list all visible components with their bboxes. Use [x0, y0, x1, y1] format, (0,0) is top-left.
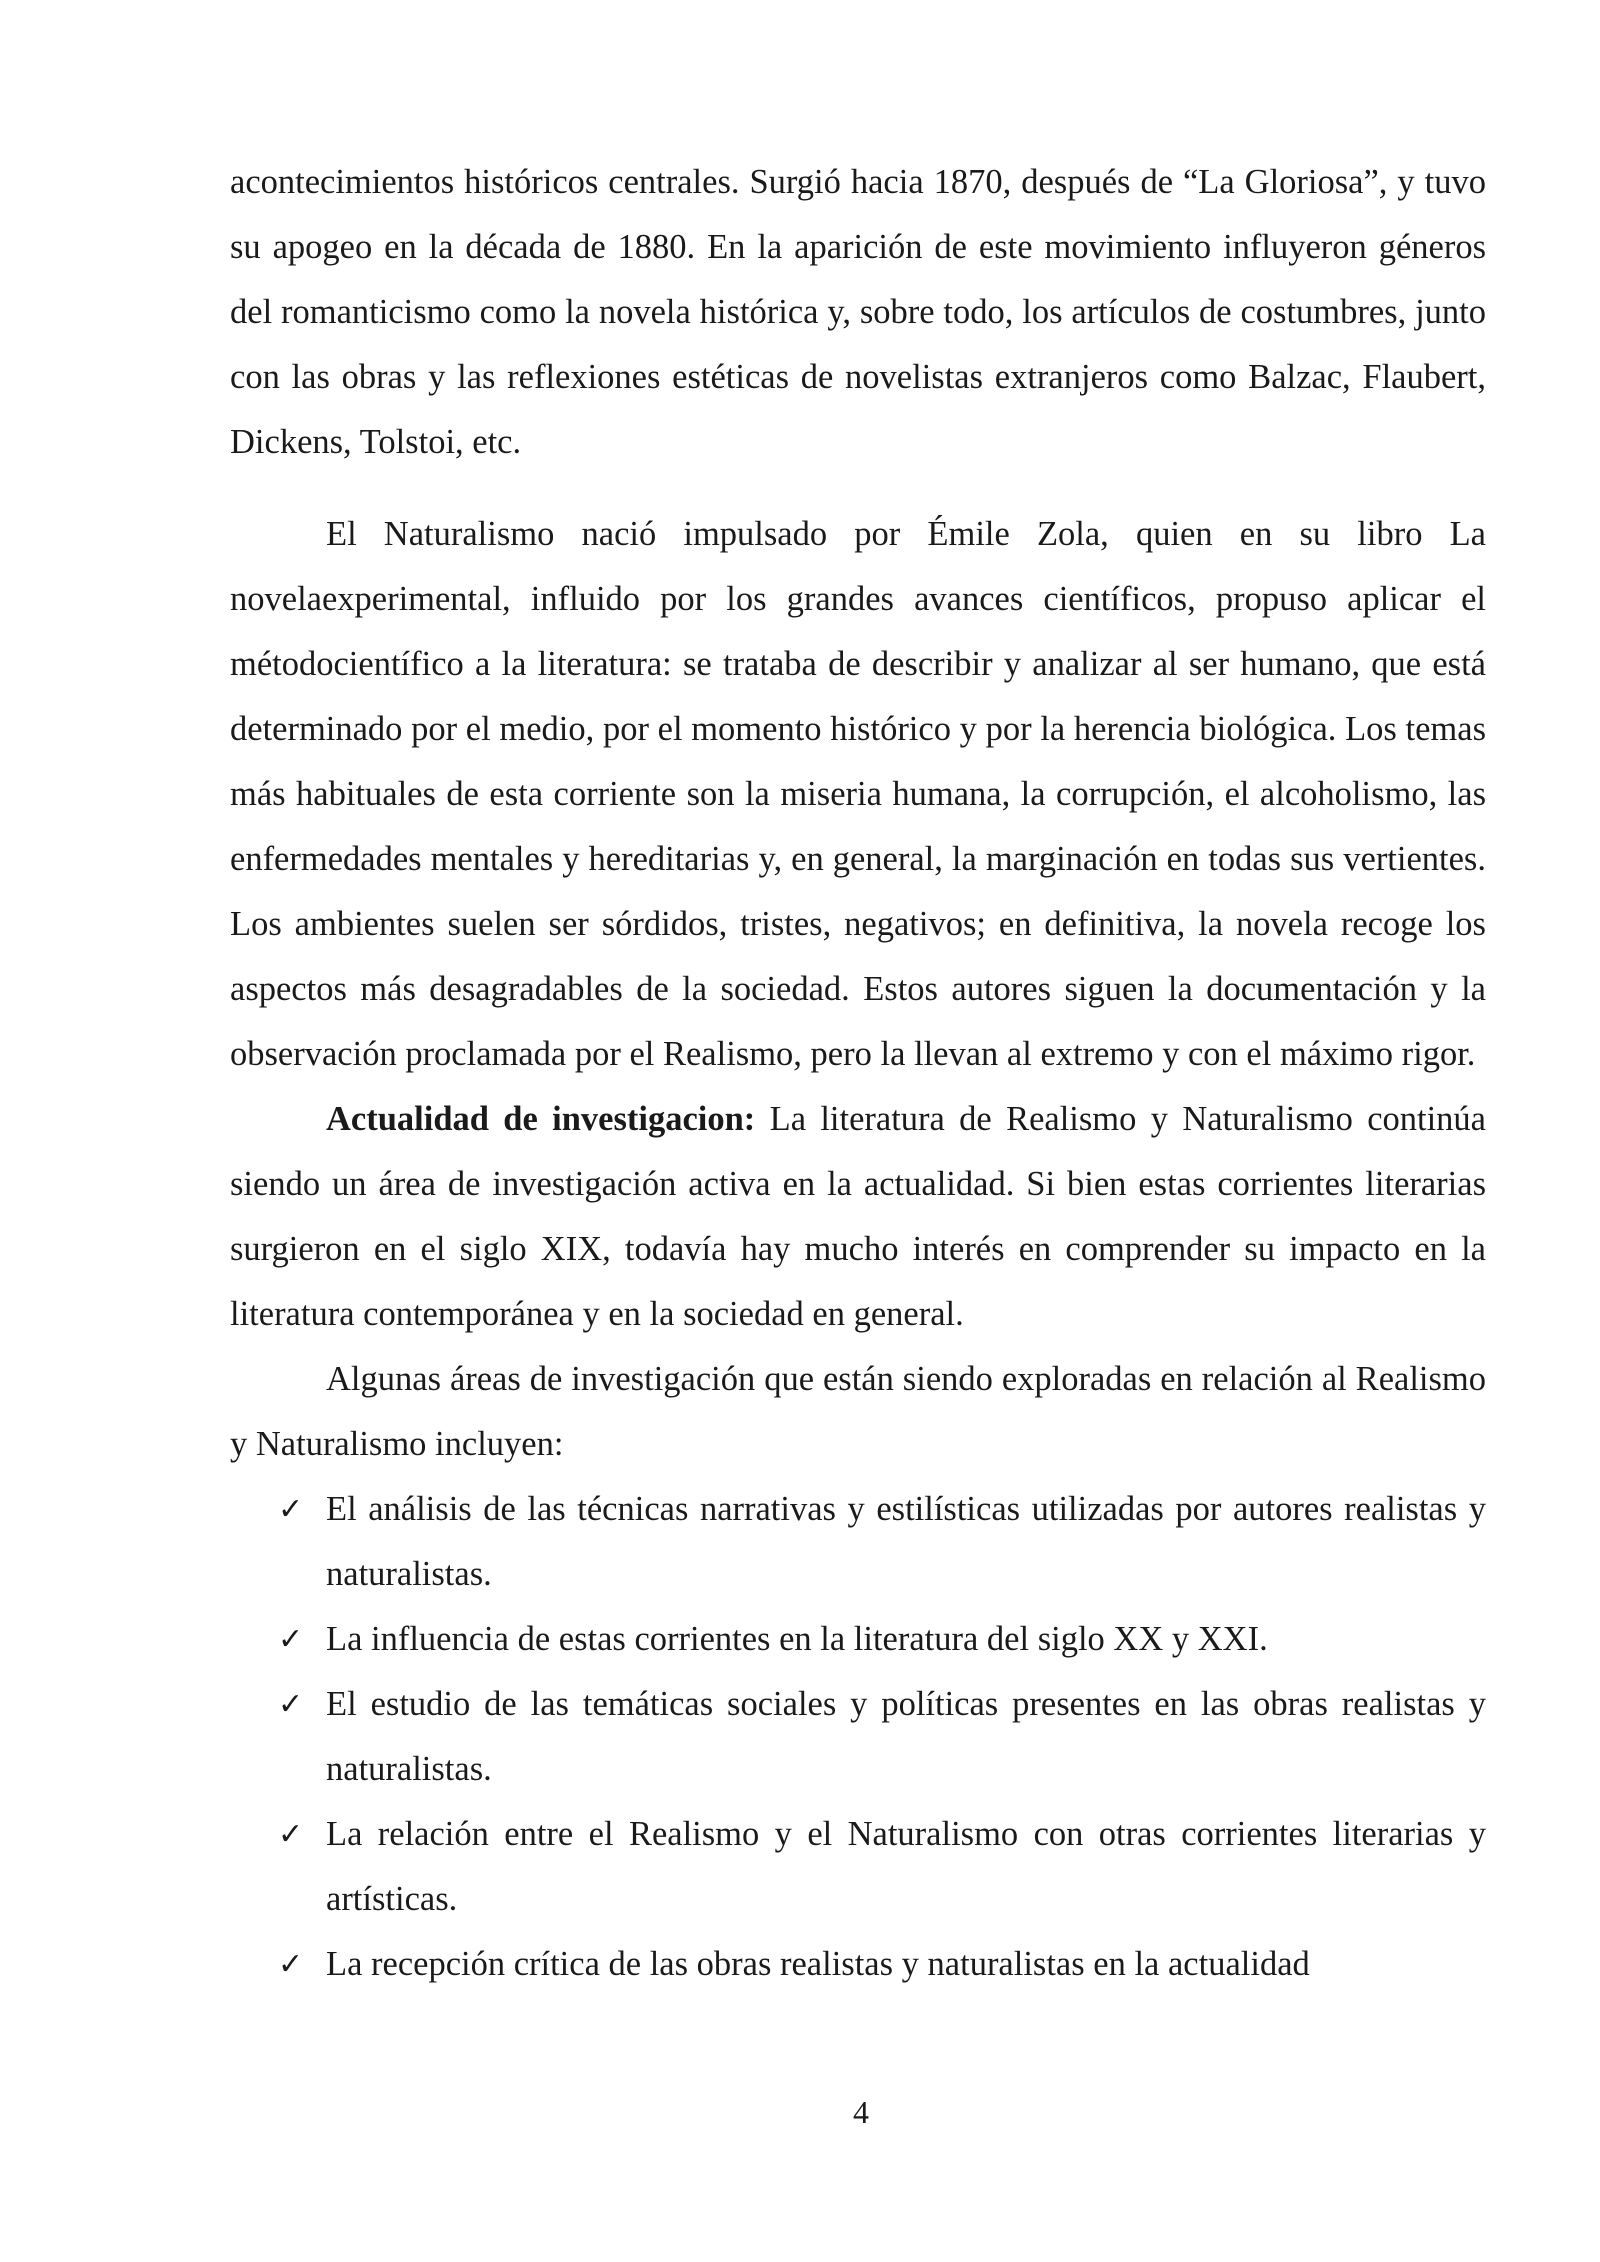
paragraph-actualidad-body: La literatura de Realismo y Naturalismo continúa siendo un área de investigación activa en la actualidad. Si bien estas corrientes literarias surgieron en el siglo XIX, todavía hay mucho interés en comprender su impacto en la literatura contemporánea y en la sociedad en general.	[230, 1100, 1486, 1333]
document-page	[230, 150, 1486, 1997]
list-item-text: La recepción crítica de las obras realistas y naturalistas en la actualidad	[326, 1945, 1310, 1983]
checkmark-icon: ✓	[278, 1687, 304, 1722]
list-item	[230, 1477, 1486, 1607]
list-item	[230, 1607, 1486, 1672]
page-number: 4	[853, 2094, 869, 2130]
checkmark-icon: ✓	[278, 1492, 304, 1527]
list-item-text: La influencia de estas corrientes en la literatura del siglo XX y XXI.	[326, 1620, 1268, 1658]
checkmark-icon: ✓	[278, 1622, 304, 1657]
list-item	[230, 1932, 1486, 1997]
paragraph-naturalismo: El Naturalismo nació impulsado por Émile Zola, quien en su libro La novelaexperimental, influido por los grandes avances científicos, propuso aplicar el métodocientífico a la literatura: se trataba de describir y analizar al ser humano, que está determinado por el medio, por el momento histórico y por la herencia biológica. Los temas más habituales de esta corriente son la miseria humana, la corrupción, el alcoholismo, las enfermedades mentales y hereditarias y, en general, la marginación en todas sus vertientes. Los ambientes suelen ser sórdidos, tristes, negativos; en definitiva, la novela recoge los aspectos más desagradables de la sociedad. Estos autores siguen la documentación y la observación proclamada por el Realismo, pero la llevan al extremo y con el máximo rigor.	[230, 515, 1486, 1073]
checkmark-icon: ✓	[278, 1817, 304, 1852]
checkmark-icon: ✓	[278, 1947, 304, 1982]
research-areas-list	[230, 1477, 1486, 1997]
list-item-text: La relación entre el Realismo y el Naturalismo con otras corrientes literarias y artísticas.	[326, 1815, 1486, 1918]
section-heading-actualidad: Actualidad de investigacion:	[326, 1100, 756, 1138]
paragraph-actualidad	[230, 1087, 1486, 1347]
paragraph-realismo-context: acontecimientos históricos centrales. Surgió hacia 1870, después de “La Gloriosa”, y tuvo su apogeo en la década de 1880. En la aparición de este movimiento influyeron géneros del romanticismo como la novela histórica y, sobre todo, los artículos de costumbres, junto con las obras y las reflexiones estéticas de novelistas extranjeros como Balzac, Flaubert, Dickens, Tolstoi, etc.	[230, 163, 1486, 461]
list-item-text: El análisis de las técnicas narrativas y estilísticas utilizadas por autores realistas y naturalistas.	[326, 1490, 1486, 1593]
list-item	[230, 1802, 1486, 1932]
list-item-text: El estudio de las temáticas sociales y políticas presentes en las obras realistas y naturalistas.	[326, 1685, 1486, 1788]
paragraph-areas-intro: Algunas áreas de investigación que están siendo exploradas en relación al Realismo y Naturalismo incluyen:	[230, 1360, 1486, 1463]
list-item	[230, 1672, 1486, 1802]
